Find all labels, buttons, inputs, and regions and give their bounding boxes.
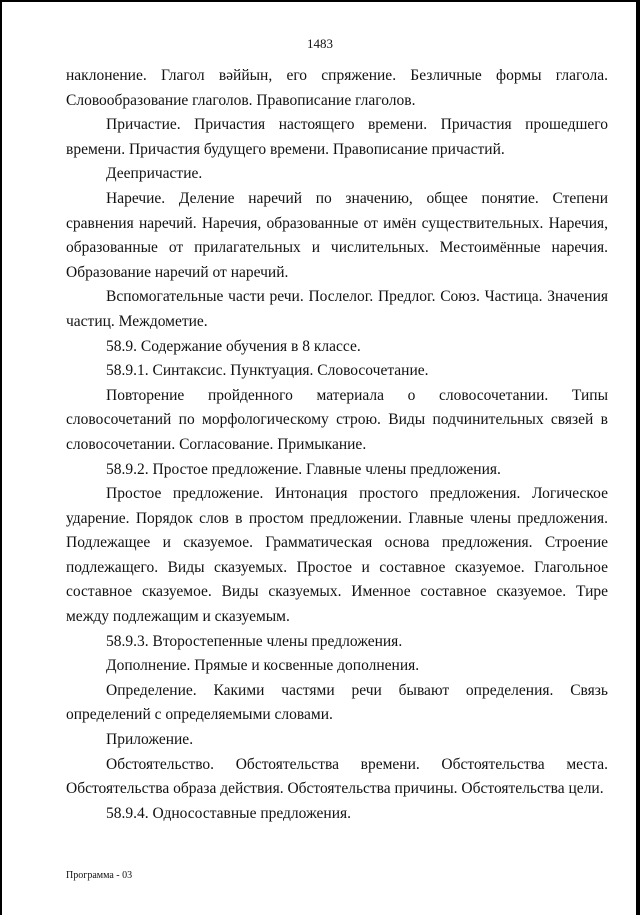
- footer-label: Программа - 03: [66, 870, 133, 881]
- paragraph: Простое предложение. Интонация простого предложения. Логическое ударение. Порядок слов в простом предложении. Главные члены предложения. Подлежащее и сказуемое. Грамматическая основа предложения. Строение подлежащего. Виды сказуемых. Простое и составное сказуемое. Глагольное составное сказуемое. Виды сказуемых. Именное составное сказуемое. Тире между подлежащим и сказуемым.: [66, 485, 608, 626]
- paragraph: Причастие. Причастия настоящего времени. Причастия прошедшего времени. Причастия будущего времени. Правописание причастий.: [66, 116, 608, 158]
- paragraph: Деепричастие.: [106, 165, 203, 183]
- paragraph: Вспомогательные части речи. Послелог. Предлог. Союз. Частица. Значения частиц. Междометие.: [66, 288, 608, 330]
- paragraph: наклонение. Глагол вәййын, его спряжение. Безличные формы глагола. Словообразование глаголов. Правописание глаголов.: [66, 67, 608, 109]
- scan-border-right: [636, 0, 640, 915]
- paragraph: Повторение пройденного материала о словосочетании. Типы словосочетаний по морфологическому строю. Виды подчинительных связей в словосочетании. Согласование. Примыкание.: [66, 386, 608, 453]
- scan-border-left: [0, 0, 2, 915]
- section-heading: 58.9.1. Синтаксис. Пунктуация. Словосочетание.: [106, 362, 429, 380]
- paragraph: Определение. Какими частями речи бывают определения. Связь определений с определяемыми словами.: [66, 681, 608, 724]
- paragraph: Обстоятельство. Обстоятельства времени. Обстоятельства места. Обстоятельства образа действия. Обстоятельства причины. Обстоятельства цели.: [66, 755, 608, 798]
- paragraph: Приложение.: [106, 731, 194, 749]
- paragraph: Наречие. Деление наречий по значению, общее понятие. Степени сравнения наречий. Наречия, образованные от имён существительных. Наречия, образованные от прилагательных и числительных. Местоимённые наречия. Образование наречий от наречий.: [66, 189, 608, 281]
- paragraph: Дополнение. Прямые и косвенные дополнения.: [106, 657, 420, 675]
- section-heading: 58.9. Содержание обучения в 8 классе.: [106, 337, 361, 355]
- page-number: 1483: [307, 36, 333, 51]
- document-body: [66, 64, 608, 826]
- section-heading: 58.9.2. Простое предложение. Главные члены предложения.: [106, 460, 501, 478]
- section-heading: 58.9.3. Второстепенные члены предложения.: [106, 632, 403, 650]
- section-heading: 58.9.4. Односоставные предложения.: [106, 804, 352, 822]
- scan-border-top: [0, 0, 640, 2]
